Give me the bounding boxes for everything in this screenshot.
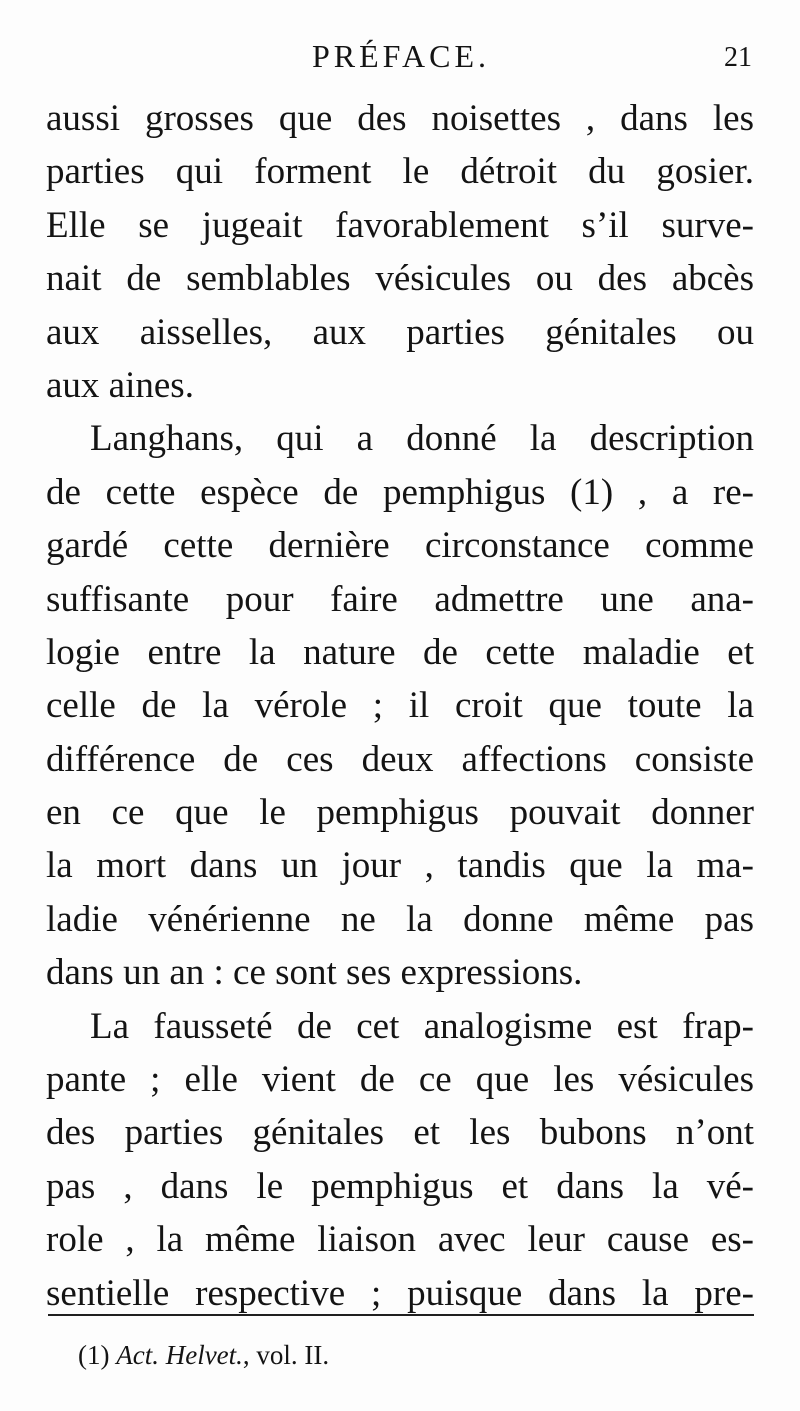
running-head <box>46 38 756 82</box>
footnote-source: Act. Helvet. <box>116 1340 243 1370</box>
text-line: celle de la vérole ; il croit que toute la <box>46 685 754 727</box>
text-line: sentielle respective ; puisque dans la pre- <box>46 1272 754 1314</box>
text-line: parties qui forment le détroit du gosier. <box>46 151 754 193</box>
page-number: 21 <box>724 42 752 73</box>
text-line: Langhans, qui a donné la description <box>90 418 754 460</box>
text-line: des parties génitales et les bubons n’ont <box>46 1112 754 1154</box>
body-text <box>46 92 754 1320</box>
footnote-rule <box>48 1314 754 1316</box>
text-line: ladie vénérienne ne la donne même pas <box>46 898 754 940</box>
text-line: Elle se jugeait favorablement s’il surve- <box>46 204 754 246</box>
text-line: aux aisselles, aux parties génitales ou <box>46 311 754 353</box>
text-line: dans un an : ce sont ses expressions. <box>46 952 583 994</box>
text-line: différence de ces deux affections consiste <box>46 738 754 780</box>
text-line: role , la même liaison avec leur cause es- <box>46 1219 754 1261</box>
text-line: suffisante pour faire admettre une ana- <box>46 578 754 620</box>
text-line: en ce que le pemphigus pouvait donner <box>46 792 754 834</box>
footnote <box>78 1340 329 1371</box>
text-line: aux aines. <box>46 364 194 406</box>
text-line: aussi grosses que des noisettes , dans les <box>46 98 754 139</box>
text-line: pante ; elle vient de ce que les vésicules <box>46 1059 754 1101</box>
footnote-marker: (1) <box>78 1340 110 1370</box>
text-line: gardé cette dernière circonstance comme <box>46 525 754 567</box>
text-line: pas , dans le pemphigus et dans la vé- <box>46 1165 754 1207</box>
page-title: PRÉFACE. <box>311 38 491 74</box>
text-line: de cette espèce de pemphigus (1) , a re- <box>46 471 754 513</box>
text-line: nait de semblables vésicules ou des abcès <box>46 258 754 300</box>
footnote-reference: , vol. II. <box>242 1340 330 1370</box>
text-line: la mort dans un jour , tandis que la ma- <box>46 845 754 887</box>
text-line: La fausseté de cet analogisme est frap- <box>90 1005 754 1047</box>
text-line: logie entre la nature de cette maladie et <box>46 631 754 673</box>
